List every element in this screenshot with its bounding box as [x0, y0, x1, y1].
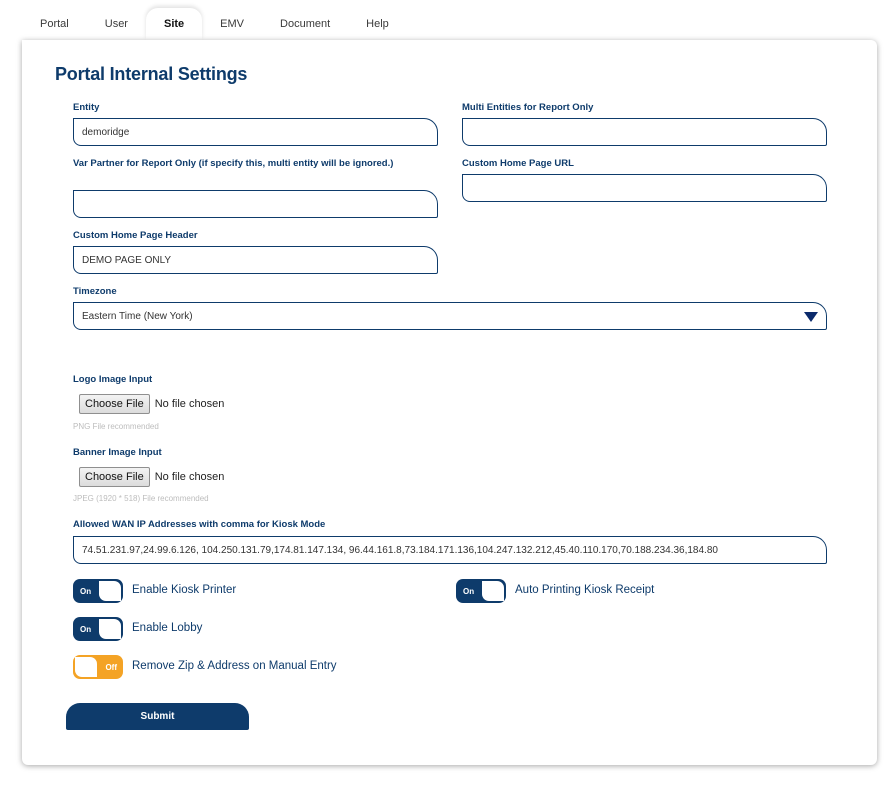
kiosk-printer-label: Enable Kiosk Printer [132, 584, 237, 596]
toggle-knob [75, 657, 97, 677]
timezone-label: Timezone [73, 286, 117, 297]
submit-button[interactable]: Submit [66, 703, 249, 730]
tab-bar [22, 8, 407, 40]
timezone-select[interactable] [73, 302, 827, 330]
banner-hint: JPEG (1920 * 518) File recommended [73, 494, 209, 503]
tab-document[interactable]: Document [280, 18, 331, 30]
wan-ips-label: Allowed WAN IP Addresses with comma for Kiosk Mode [73, 519, 326, 530]
multi-entities-label: Multi Entities for Report Only [462, 102, 594, 113]
toggle-knob [482, 581, 504, 601]
var-partner-input[interactable] [73, 190, 438, 218]
settings-card [22, 40, 877, 765]
tab-emv[interactable]: EMV [220, 18, 245, 30]
lobby-label: Enable Lobby [132, 622, 203, 634]
timezone-value: Eastern Time (New York) [82, 310, 193, 322]
tab-site[interactable]: Site [146, 8, 202, 40]
page-title: Portal Internal Settings [55, 64, 248, 84]
entity-label: Entity [73, 102, 100, 113]
remove-zip-toggle-state: Off [105, 662, 117, 672]
var-partner-label: Var Partner for Report Only (if specify this, multi entity will be ignored.) [73, 158, 394, 169]
tab-portal[interactable]: Portal [40, 18, 69, 30]
tab-user[interactable]: User [104, 18, 128, 30]
logo-file-input [79, 394, 224, 414]
remove-zip-label: Remove Zip & Address on Manual Entry [132, 660, 337, 672]
remove-zip-toggle[interactable] [73, 655, 123, 679]
lobby-toggle-state: On [80, 624, 92, 634]
dropdown-arrow-icon [804, 312, 818, 322]
logo-label: Logo Image Input [73, 374, 153, 385]
banner-file-status: No file chosen [154, 471, 225, 483]
toggle-knob [99, 619, 121, 639]
tab-help[interactable]: Help [366, 18, 389, 30]
entity-input[interactable]: demoridge [73, 118, 438, 146]
wan-ips-input[interactable]: 74.51.231.97,24.99.6.126, 104.250.131.79,174.81.147.134, 96.44.161.8,73.184.171.136,104.247.132.212,45.40.110.170,70.188.234.36,184.80 [73, 536, 827, 564]
custom-home-url-input[interactable] [462, 174, 827, 202]
banner-label: Banner Image Input [73, 447, 162, 458]
logo-hint: PNG File recommended [73, 422, 159, 431]
auto-print-toggle[interactable] [456, 579, 506, 603]
kiosk-printer-toggle[interactable] [73, 579, 123, 603]
lobby-toggle[interactable] [73, 617, 123, 641]
multi-entities-input[interactable] [462, 118, 827, 146]
custom-home-header-label: Custom Home Page Header [73, 230, 198, 241]
logo-file-status: No file chosen [154, 398, 225, 410]
auto-print-toggle-state: On [463, 586, 475, 596]
auto-print-label: Auto Printing Kiosk Receipt [515, 584, 655, 596]
kiosk-printer-toggle-state: On [80, 586, 92, 596]
custom-home-url-label: Custom Home Page URL [462, 158, 574, 169]
toggle-knob [99, 581, 121, 601]
banner-choose-file-button[interactable]: Choose File [79, 467, 150, 487]
logo-choose-file-button[interactable]: Choose File [79, 394, 150, 414]
custom-home-header-input[interactable]: DEMO PAGE ONLY [73, 246, 438, 274]
banner-file-input [79, 467, 224, 487]
